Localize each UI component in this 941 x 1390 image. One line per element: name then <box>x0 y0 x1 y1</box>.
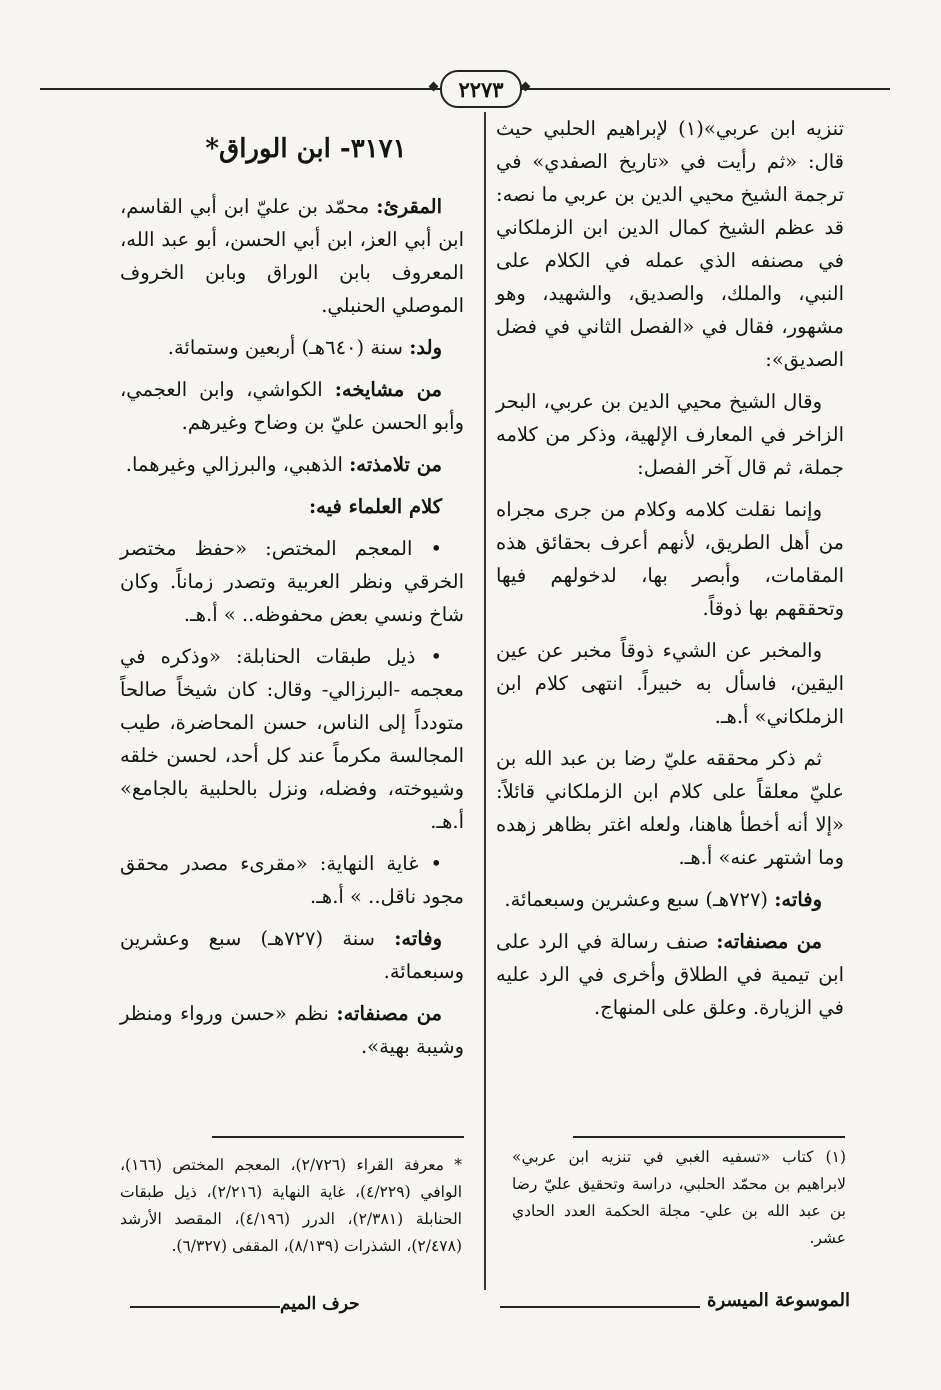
field-value: (٧٢٧هـ) سبع وعشرين وسبعمائة. <box>504 888 775 911</box>
article-title: ٣١٧١- ابن الوراق* <box>205 134 407 164</box>
column-divider <box>484 112 486 1290</box>
death-entry <box>496 883 844 916</box>
paragraph: وقال الشيخ محيي الدين بن عربي، البحر الزاخر في المعارف الإلهية، وذكر من كلامه جملة، ثم قال آخر الفصل: <box>496 390 844 479</box>
page-number: ٢٢٧٣ <box>440 70 522 108</box>
field-label: من مشايخه: <box>334 378 443 401</box>
footer-section-title: حرف الميم <box>280 1294 360 1314</box>
field-value: سنة (٦٤٠هـ) أربعين وستمائة. <box>167 336 410 359</box>
footnote-right: (١) كتاب «تسفيه الغبي في تنزيه ابن عربي» لابراهيم بن محمّد الحلبي، دراسة وتحقيق عليّ رضا بن عبد الله بن علي- مجلة الحكمة العدد الحادي عشر. <box>512 1148 846 1247</box>
right-column <box>496 112 844 1033</box>
footnote-rule <box>573 1136 845 1138</box>
footer-rule <box>130 1306 280 1308</box>
field-label: من تلامذته: <box>349 453 442 476</box>
field-value: الكواشي، وابن العجمي، وأبو الحسن عليّ بن وضاح وغيرهم. <box>120 378 464 434</box>
field-value: سنة (٧٢٧هـ) سبع وعشرين وسبعمائة. <box>120 927 464 983</box>
born-entry <box>120 331 464 364</box>
field-value: محمّد بن عليّ ابن أبي القاسم، ابن أبي العز، ابن أبي الحسن، أبو عبد الله، المعروف بابن الوراق وبابن الخروف الموصلي الحنبلي. <box>120 195 464 317</box>
quote-item: • غاية النهاية: «مقرىء مصدر محقق مجود ناقل.. » أ.هـ. <box>120 852 464 908</box>
header-rule-left <box>40 88 445 90</box>
left-column <box>120 190 464 1072</box>
section-heading <box>120 490 464 523</box>
field-value: الذهبي، والبرزالي وغيرهما. <box>125 453 350 476</box>
footnote-left: * معرفة القراء (٢/٧٢٦)، المعجم المختص (١٦٦)، الوافي (٤/٢٢٩)، غاية النهاية (٢/٢١٦)، ذيل طبقات الحنابلة (٢/٣٨١)، الدرر (٤/١٩٦)، المقصد الأرشد (٢/٤٧٨)، الشذرات (٨/١٣٩)، المقفى (٦/٣٢٧). <box>120 1156 462 1255</box>
students-entry <box>120 448 464 481</box>
field-label: من مصنفاته: <box>336 1002 442 1025</box>
field-label: ولد: <box>409 336 442 359</box>
works-entry <box>120 997 464 1063</box>
field-value: صنف رسالة في الرد على ابن تيمية في الطلاق وأخرى في الرد عليه في الزيارة. وعلق على المنهاج. <box>496 930 844 1019</box>
field-label: من مصنفاته: <box>716 930 822 953</box>
paragraph: ثم ذكر محققه عليّ رضا بن عبد الله بن عليّ معلقاً على كلام ابن الزملكاني قائلاً: «إلا أنه أخطأ هاهنا، ولعله اغتر بظاهر زهده وما اشتهر عنه» أ.هـ. <box>496 747 844 869</box>
paragraph: وإنما نقلت كلامه وكلام من جرى مجراه من أهل الطريق، لأنهم أعرف بحقائق هذه المقامات، وأبصر بها، لدخولهم فيها وتحققهم بها ذوقاً. <box>496 498 844 620</box>
quote-item: • المعجم المختص: «حفظ مختصر الخرقي ونظر العربية وتصدر زماناً. وكان شاخ ونسي بعض محفوظه.. » أ.هـ. <box>120 537 464 626</box>
paragraph: تنزيه ابن عربي»(١) لإبراهيم الحلبي حيث قال: «ثم رأيت في «تاريخ الصفدي» في ترجمة الشيخ محيي الدين بن عربي ما نصه: قد عظم الشيخ كمال الدين ابن الزملكاني في مصنفه الذي عمله في الكلام على النبي، والملك، والصديق، والشهيد، وهو مشهور، فقال في «الفصل الثاني في فضل الصديق»: <box>496 117 844 371</box>
footer-rule <box>500 1306 700 1308</box>
field-value: نظم «حسن ورواء ومنظر وشيبة بهية». <box>120 1002 464 1058</box>
quote-item: • ذيل طبقات الحنابلة: «وذكره في معجمه -البرزالي- وقال: كان شيخاً صالحاً متودداً إلى الناس، حسن المحاضرة، طيب المجالسة مكرماً عند كل أحد، لحسن خلقه وشيوخته، وفضله، ونزل بالحلبية بالجامع» أ.هـ. <box>120 645 464 833</box>
field-label: المقرئ: <box>376 195 442 218</box>
header-rule-right <box>512 88 890 90</box>
footnote-rule <box>212 1136 464 1138</box>
scholars-heading: كلام العلماء فيه: <box>308 495 442 518</box>
works-entry <box>496 925 844 1024</box>
paragraph: والمخبر عن الشيء ذوقاً مخبر عن عين اليقين، فاسأل به خبيراً. انتهى كلام ابن الزملكاني» أ.هـ. <box>496 639 844 728</box>
death-entry <box>120 922 464 988</box>
field-label: وفاته: <box>394 927 442 950</box>
reader-entry <box>120 190 464 322</box>
footer-series-title: الموسوعة الميسرة <box>707 1290 850 1311</box>
field-label: وفاته: <box>774 888 822 911</box>
teachers-entry <box>120 373 464 439</box>
